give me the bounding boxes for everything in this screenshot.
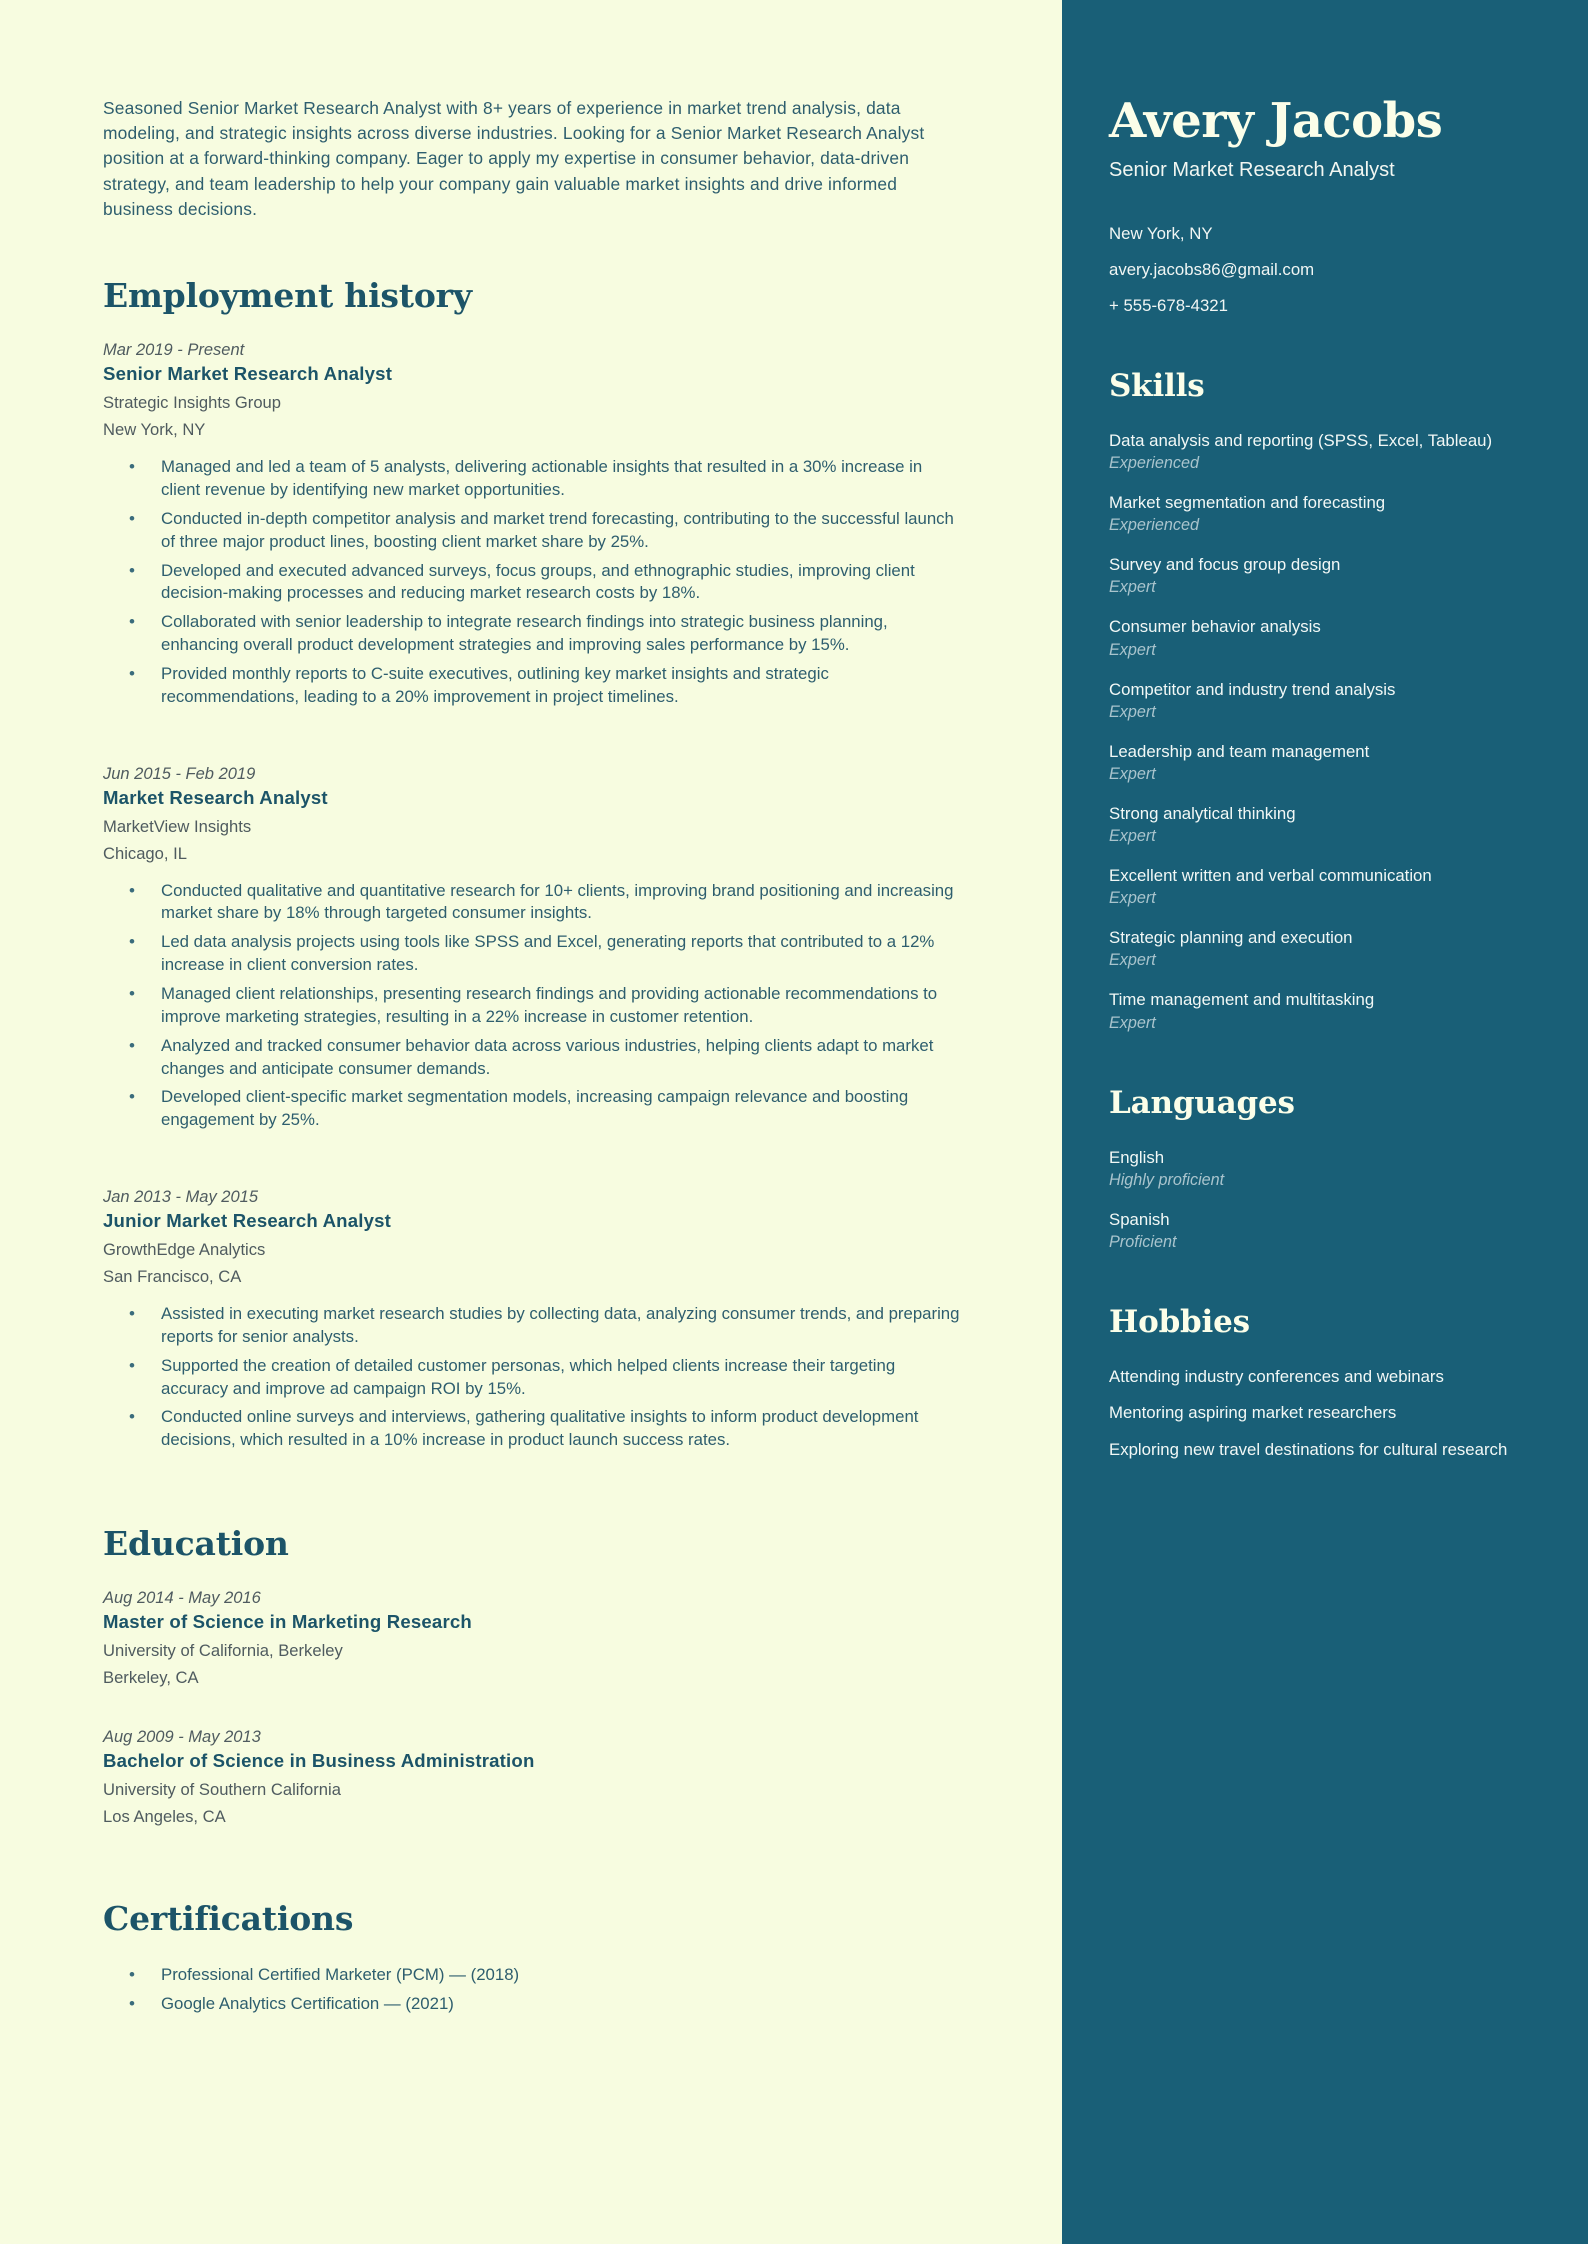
certifications-section [103,1899,966,2016]
entry-organization: MarketView Insights [103,816,252,836]
list-item: • Provided monthly reports to C-suite executives, outlining key market insights and strategic recommendations, leading to a 20% improvement in project timelines. [129,663,966,709]
list-item: • Conducted in-depth competitor analysis and market trend forecasting, contributing to the successful launch of three major product lines, boosting client market share by 25%. [129,508,966,554]
skill-name: Market segmentation and forecasting [1109,493,1386,513]
hobby-item: Mentoring aspiring market researchers [1109,1403,1397,1423]
skill-name: Time management and multitasking [1109,990,1375,1010]
entry-degree: Bachelor of Science in Business Administration [103,1750,535,1772]
education-section [103,1524,966,1827]
spacer [103,1853,966,1899]
entry-organization: Strategic Insights Group [103,393,282,413]
education-entry [103,1589,966,1688]
spacer [103,1158,966,1188]
entry-location: Berkeley, CA [103,1668,199,1688]
employment-entry [103,765,966,1132]
skill-item [1109,554,1528,597]
hobby-item: Attending industry conferences and webinars [1109,1366,1444,1386]
skill-name: Strategic planning and execution [1109,928,1353,948]
skill-name: Competitor and industry trend analysis [1109,679,1396,699]
skill-level: Experienced [1109,516,1199,535]
entry-location: San Francisco, CA [103,1267,242,1287]
language-name: English [1109,1147,1165,1167]
entry-degree: Master of Science in Marketing Research [103,1611,472,1633]
list-item: • Collaborated with senior leadership to integrate research findings into strategic business planning, enhancing overall product development strategies and improving sales performance by 15%. [129,611,966,657]
skill-level: Expert [1109,764,1156,783]
list-item: • Conducted online surveys and interviews, gathering qualitative insights to inform product development decisions, which resulted in a 10% increase in product launch success rates. [129,1406,966,1452]
list-item: • Analyzed and tracked consumer behavior data across various industries, helping clients adapt to market changes and anticipate consumer demands. [129,1035,966,1081]
certifications-heading: Certifications [103,1899,354,1939]
skill-name: Strong analytical thinking [1109,803,1296,823]
language-item [1109,1209,1528,1252]
entry-location: Chicago, IL [103,843,187,863]
skill-item [1109,803,1528,846]
skill-level: Expert [1109,889,1156,908]
entry-bullet-list [103,456,966,708]
list-item: • Managed client relationships, presenting research findings and providing actionable recommendations to improve marketing strategies, resulting in a 22% increase in customer retention. [129,983,966,1029]
entry-location: Los Angeles, CA [103,1807,226,1827]
entry-institution: University of California, Berkeley [103,1641,343,1661]
list-item: • Assisted in executing market research studies by collecting data, analyzing consumer trends, and preparing reports for senior analysts. [129,1303,966,1349]
language-level: Proficient [1109,1232,1177,1251]
list-item: • Led data analysis projects using tools like SPSS and Excel, generating reports that contributed to a 12% increase in client conversion rates. [129,931,966,977]
skill-level: Expert [1109,1013,1156,1032]
skill-item [1109,616,1528,659]
employment-history-section [103,276,966,1452]
skill-name: Leadership and team management [1109,741,1370,761]
entry-job-title: Senior Market Research Analyst [103,363,393,385]
contact-email[interactable]: avery.jacobs86@gmail.com [1109,259,1315,279]
spacer [103,735,966,765]
employment-entry [103,341,966,708]
skill-name: Data analysis and reporting (SPSS, Excel, Tableau) [1109,430,1493,450]
entry-bullet-list [103,1303,966,1452]
skill-name: Survey and focus group design [1109,555,1341,575]
education-heading: Education [103,1524,289,1564]
skill-level: Expert [1109,640,1156,659]
skills-heading: Skills [1109,367,1205,404]
certifications-list [103,1964,966,2016]
skill-name: Excellent written and verbal communication [1109,866,1432,886]
skill-level: Experienced [1109,454,1199,473]
language-item [1109,1147,1528,1190]
list-item: • Google Analytics Certification — (2021) [129,1993,966,2016]
candidate-role: Senior Market Research Analyst [1109,158,1395,181]
skill-item [1109,865,1528,908]
skill-item [1109,989,1528,1032]
language-level: Highly proficient [1109,1170,1225,1189]
list-item: • Supported the creation of detailed customer personas, which helped clients increase their targeting accuracy and improve ad campaign ROI by 15%. [129,1355,966,1401]
entry-organization: GrowthEdge Analytics [103,1240,266,1260]
entry-location: New York, NY [103,420,206,440]
entry-institution: University of Southern California [103,1780,341,1800]
entry-dates: Jan 2013 - May 2015 [103,1188,259,1207]
hobbies-heading: Hobbies [1109,1303,1250,1340]
education-entry [103,1728,966,1827]
skill-name: Consumer behavior analysis [1109,617,1321,637]
list-item: • Developed and executed advanced surveys, focus groups, and ethnographic studies, improving client decision-making processes and reducing market research costs by 18%. [129,560,966,606]
contact-phone[interactable]: + 555-678-4321 [1109,295,1228,315]
skill-item [1109,492,1528,535]
entry-job-title: Market Research Analyst [103,786,328,808]
profile-summary: Seasoned Senior Market Research Analyst with 8+ years of experience in market trend analysis, data modeling, and strategic insights across diverse industries. Looking for a Senior Market Research Analyst position at a forward-thinking company. Eager to apply my expertise in consumer behavior, data-driven strategy, and team leadership to help your company gain valuable market insights and drive informed business decisions. [103,98,925,219]
skill-item [1109,927,1528,970]
list-item: • Managed and led a team of 5 analysts, delivering actionable insights that resulted in a 30% increase in client revenue by identifying new market opportunities. [129,456,966,502]
sidebar [1062,0,1588,2244]
languages-heading: Languages [1109,1084,1295,1121]
list-item: • Conducted qualitative and quantitative research for 10+ clients, improving brand positioning and increasing market share by 18% through targeted consumer insights. [129,880,966,926]
entry-job-title: Junior Market Research Analyst [103,1210,392,1232]
skill-level: Expert [1109,578,1156,597]
language-name: Spanish [1109,1209,1170,1229]
skill-item [1109,741,1528,784]
entry-bullet-list [103,880,966,1132]
list-item: • Professional Certified Marketer (PCM) — (2018) [129,1964,966,1987]
hobby-item: Exploring new travel destinations for cultural research [1109,1439,1508,1459]
entry-dates: Mar 2019 - Present [103,341,245,360]
entry-dates: Aug 2009 - May 2013 [103,1728,261,1747]
entry-dates: Aug 2014 - May 2016 [103,1589,261,1608]
skill-level: Expert [1109,702,1156,721]
candidate-name: Avery Jacobs [1109,93,1443,149]
employment-entry [103,1188,966,1452]
skill-level: Expert [1109,951,1156,970]
skill-item [1109,679,1528,722]
spacer [103,1478,966,1524]
spacer [103,1714,966,1728]
entry-dates: Jun 2015 - Feb 2019 [103,764,256,783]
skill-level: Expert [1109,827,1156,846]
list-item: • Developed client-specific market segmentation models, increasing campaign relevance and boosting engagement by 25%. [129,1086,966,1132]
skill-item [1109,430,1528,473]
employment-history-heading: Employment history [103,276,472,316]
contact-location: New York, NY [1109,223,1213,243]
